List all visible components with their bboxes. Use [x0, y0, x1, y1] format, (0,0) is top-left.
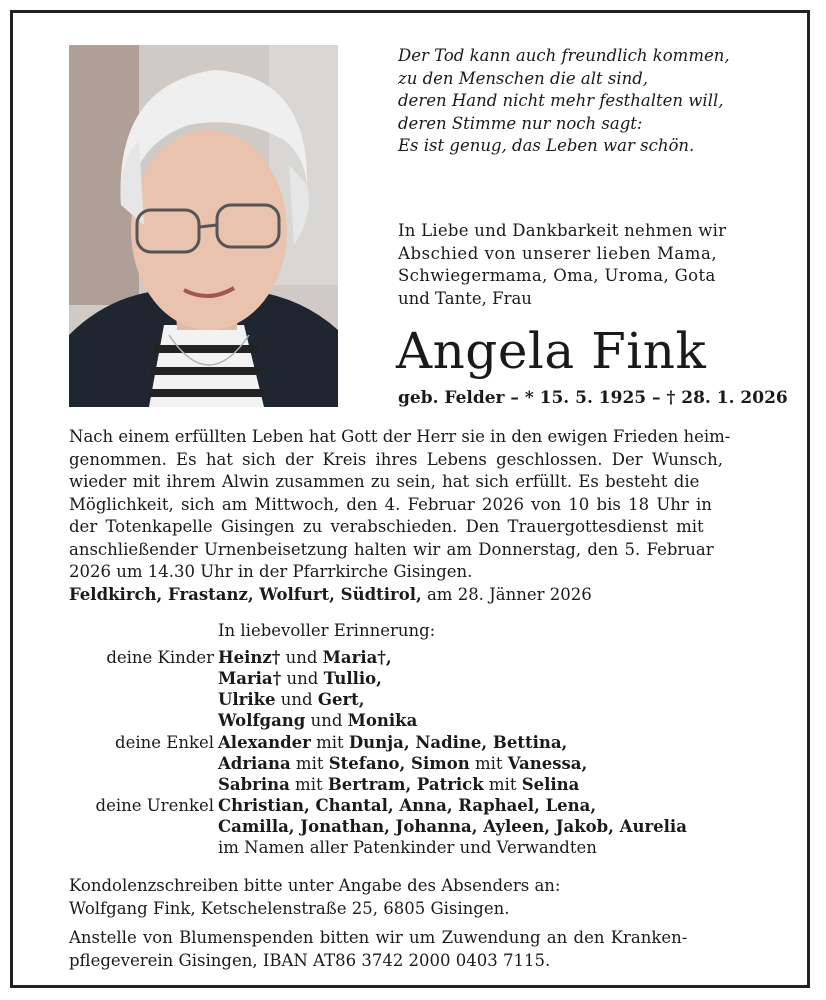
main-text: [69, 426, 759, 584]
contact-info: [69, 875, 561, 920]
comma: ,: [358, 690, 365, 709]
kinder-line: [218, 648, 392, 667]
donation-line: pflegeverein Gisingen, IBAN AT86 3742 2000 0403 7115.: [69, 950, 551, 970]
name: Sabrina: [218, 775, 290, 794]
connector: mit: [310, 733, 349, 752]
poem-line: zu den Menschen die alt sind,: [398, 68, 649, 88]
connector: und: [281, 669, 324, 688]
intro-line: Abschied von unserer lieben Mama,: [398, 243, 718, 263]
name: Stefano, Simon: [328, 754, 470, 773]
name: Vanessa,: [507, 754, 588, 773]
intro-line: In Liebe und Dankbarkeit nehmen wir: [398, 221, 727, 240]
connector: und: [305, 711, 348, 730]
comma: ,: [385, 648, 392, 667]
name: Alexander: [218, 733, 311, 752]
connector: mit: [483, 775, 522, 794]
enkel-line: [218, 754, 587, 773]
urenkel-line: [218, 817, 687, 836]
name: Selina: [521, 775, 580, 794]
urenkel-line: [218, 796, 596, 815]
place-date-text: am 28. Jänner 2026: [421, 585, 592, 604]
name: Monika: [347, 711, 418, 730]
poem-line: Der Tod kann auch freundlich kommen,: [398, 46, 730, 65]
memory-heading: In liebevoller Erinnerung:: [218, 621, 436, 640]
donation-info: [69, 927, 759, 972]
kinder-line: [218, 669, 382, 688]
comma: ,: [376, 669, 382, 688]
intro-line: Schwiegermama, Oma, Uroma, Gota: [398, 266, 716, 285]
text-line: der Totenkapelle Gisingen zu verabschieden. Den Trauergottesdienst mit: [69, 517, 704, 536]
name: Adriana: [218, 754, 291, 773]
portrait-illustration: [69, 45, 338, 407]
poem-line: Es ist genug, das Leben war schön.: [398, 136, 695, 155]
place-date: [69, 585, 592, 604]
name: Gert: [317, 690, 359, 709]
poem: [398, 45, 798, 158]
name: Ulrike: [218, 690, 276, 709]
connector: mit: [290, 754, 329, 773]
kinder-line: [218, 711, 417, 730]
connector: mit: [289, 775, 328, 794]
name: Wolfgang: [218, 711, 306, 730]
name: Bertram, Patrick: [327, 775, 484, 794]
enkel-line: [218, 733, 567, 752]
name: Maria†: [322, 648, 386, 667]
portrait-photo: [69, 45, 338, 407]
name: Maria†: [218, 669, 282, 688]
intro-text: [398, 220, 758, 310]
place-names: Feldkirch, Frastanz, Wolfurt, Südtirol,: [69, 585, 422, 604]
name: Tullio: [323, 669, 377, 688]
contact-line: Wolfgang Fink, Ketschelenstraße 25, 6805 Gisingen.: [69, 898, 510, 918]
name: Dunja, Nadine, Bettina,: [348, 733, 568, 752]
poem-line: deren Hand nicht mehr festhalten will,: [398, 91, 724, 110]
text-line: Nach einem erfüllten Leben hat Gott der Herr sie in den ewigen Frieden heim-: [69, 427, 731, 446]
text-line: anschließender Urnenbeisetzung halten wir am Donnerstag, den 5. Februar: [69, 539, 714, 559]
contact-line: Kondolenzschreiben bitte unter Angabe des Absenders an:: [69, 876, 561, 895]
name: Heinz†: [218, 648, 281, 667]
intro-line: und Tante, Frau: [398, 288, 532, 308]
kinder-line: [218, 690, 365, 709]
connector: und: [275, 690, 318, 709]
birth-death-line: geb. Felder – * 15. 5. 1925 – † 28. 1. 2026: [398, 388, 788, 408]
deceased-name: Angela Fink: [396, 322, 707, 380]
names: Christian, Chantal, Anna, Raphael, Lena,: [218, 796, 597, 815]
donation-line: Anstelle von Blumenspenden bitten wir um Zuwendung an den Kranken-: [69, 928, 688, 947]
enkel-label: deine Enkel: [115, 733, 214, 752]
text-line: 2026 um 14.30 Uhr in der Pfarrkirche Gisingen.: [69, 562, 473, 581]
urenkel-label: deine Urenkel: [95, 796, 214, 815]
connector: und: [280, 648, 323, 667]
names: Camilla, Jonathan, Johanna, Ayleen, Jakob, Aurelia: [218, 817, 687, 836]
kinder-label: deine Kinder: [106, 648, 214, 667]
text-line: wieder mit ihrem Alwin zusammen zu sein, hat sich erfüllt. Es besteht die: [69, 472, 700, 491]
enkel-line: [218, 775, 579, 794]
text-line: Möglichkeit, sich am Mittwoch, den 4. Februar 2026 von 10 bis 18 Uhr in: [69, 494, 712, 514]
poem-line: deren Stimme nur noch sagt:: [398, 113, 643, 133]
text-line: genommen. Es hat sich der Kreis ihres Lebens geschlossen. Der Wunsch,: [69, 449, 724, 469]
closing-line: im Namen aller Patenkinder und Verwandten: [218, 838, 597, 857]
connector: mit: [469, 754, 508, 773]
